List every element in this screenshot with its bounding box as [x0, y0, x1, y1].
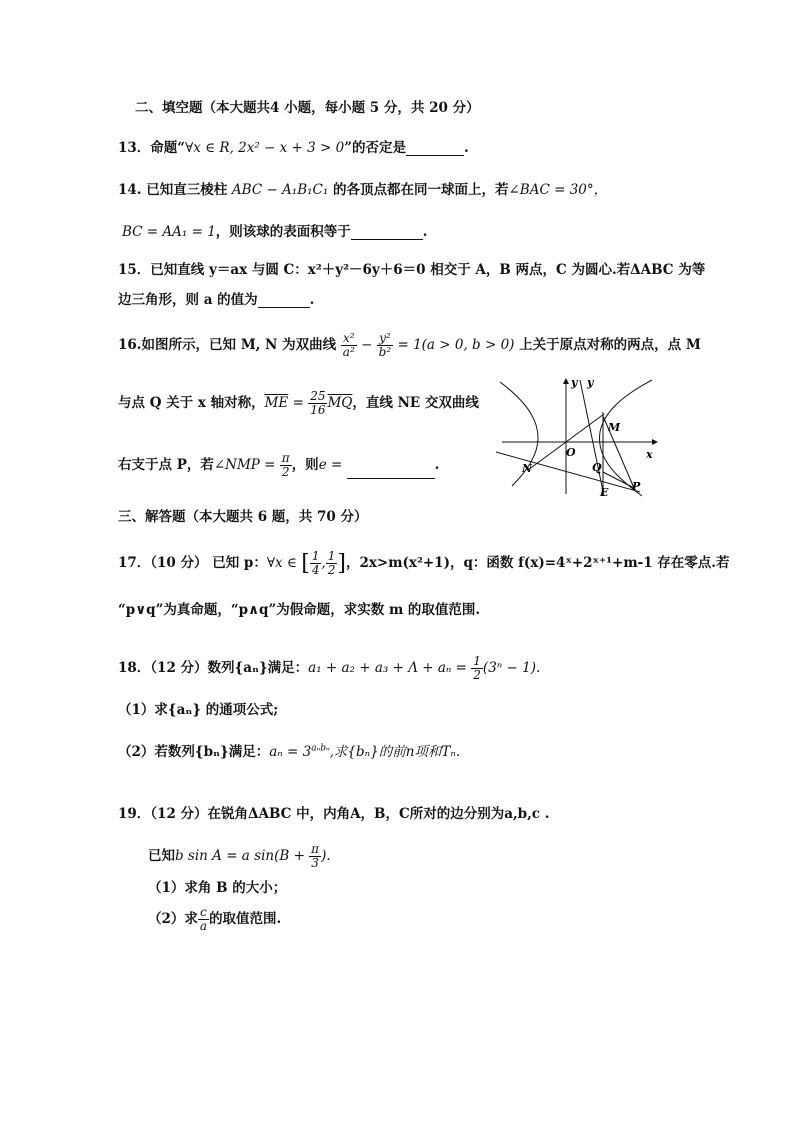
- label-y-1: y: [571, 376, 578, 389]
- q14-answer-blank[interactable]: [351, 225, 423, 240]
- q16-fraction-x: $\frac{\text{x²}}{\text{a²}}$: [342, 331, 355, 359]
- x-axis-arrow: [652, 439, 658, 445]
- q14-number: 14.: [118, 182, 142, 198]
- q15-text-2: 边三角形，则 a 的值为: [118, 292, 258, 308]
- q19-part-2-text-b: 的取值范围.: [209, 911, 282, 927]
- question-19-line-1: [118, 802, 549, 822]
- q19-number: 19．: [118, 806, 151, 822]
- label-x: x: [646, 448, 653, 461]
- label-n: N: [522, 462, 533, 475]
- hyperbola-left-branch: [500, 382, 538, 486]
- q16-minus: −: [356, 337, 377, 353]
- question-19-part-2: [148, 906, 281, 933]
- q18-part-2-exponent: aₙbₙ: [311, 743, 330, 754]
- question-16-line-3: 右支于点 P，若∠NMP = $\frac{\pi}{2}$ ，则e = .: [118, 451, 440, 479]
- q17-text-b: ，2x>m(x²+1)，q：函数 f(x)=4ˣ+2ˣ⁺¹+m-1 存在零点.若: [345, 555, 730, 571]
- q15-number: 15．: [118, 262, 151, 278]
- q16-equals: =: [288, 395, 309, 411]
- hyperbola-right-branch: [600, 380, 652, 496]
- label-q: Q: [592, 461, 602, 474]
- q16-vector-me: $\overline{ME}$: [264, 395, 289, 411]
- hyperbola-figure: [492, 376, 662, 501]
- label-e: E: [600, 486, 609, 499]
- question-19-line-2: [148, 843, 331, 870]
- q14-text-a: 已知直三棱柱: [141, 182, 232, 198]
- q13-post: ”的否定是: [344, 140, 407, 156]
- q18-fraction-half: $\frac{1}{2}$: [473, 654, 481, 682]
- q17-right-bracket: ]: [337, 551, 346, 576]
- q18-part-2-expr: aₙ = 3: [269, 744, 312, 760]
- question-17-line-1: [118, 550, 730, 577]
- question-16-line-2: [118, 390, 479, 417]
- label-o: O: [566, 446, 576, 459]
- q18-part-2-text-b: ,求{bₙ}的前n项和Tₙ.: [329, 744, 461, 760]
- q13-expression: ∀x ∈ R, 2x² − x + 3 > 0: [185, 140, 345, 156]
- q16-equation-rhs: = 1(a > 0, b > 0): [393, 337, 515, 353]
- question-18-part-2: [118, 740, 460, 760]
- q18-part-1-text: （1）求{aₙ} 的通项公式;: [118, 702, 279, 718]
- q17-fraction-quarter: $\frac{1}{4}$: [311, 549, 320, 577]
- q18-sum: a₁ + a₂ + a₃ + Λ + aₙ =: [308, 660, 472, 676]
- q19-fraction-ca: $\frac{c}{a}$: [199, 905, 208, 933]
- q16-angle: ∠NMP =: [213, 457, 280, 473]
- q19-text-a: （12 分）在锐角ΔABC 中，内角A，B，C所对的边分别为a,b,c .: [150, 806, 550, 822]
- label-m: M: [608, 421, 621, 434]
- q14-condition: BC = AA₁ = 1: [122, 224, 216, 240]
- q14-text-b: 的各顶点都在同一球面上，若: [328, 182, 509, 198]
- q15-answer-blank[interactable]: [258, 293, 310, 308]
- q16-fraction-y: $\frac{\text{y²}}{\text{b²}}$: [378, 331, 392, 359]
- q18-number: 18．: [118, 660, 151, 676]
- question-18-part-1: [118, 698, 278, 718]
- q17-left-bracket: [: [301, 551, 310, 576]
- q16-text-c: 与点 Q 关于 x 轴对称，: [118, 395, 265, 411]
- question-16-line-1: [118, 332, 701, 359]
- q19-equation-end: ).: [321, 848, 331, 864]
- q19-fraction-pi: $\frac{\pi}{3}$: [311, 842, 320, 870]
- q16-text-a: 如图所示，已知 M, N 为双曲线: [141, 337, 341, 353]
- q19-equation: b sin A = a sin(B +: [175, 848, 310, 864]
- q19-part-1-text: （1）求角 B 的大小；: [148, 880, 287, 896]
- label-y-2: y: [587, 376, 594, 389]
- label-p: P: [632, 480, 641, 493]
- q17-number: 17．（10 分）: [118, 555, 208, 571]
- q16-text-d: ，直线 NE 交双曲线: [352, 395, 479, 411]
- q16-answer-blank[interactable]: [347, 464, 435, 479]
- q16-vector-mq: $\overline{MQ}$: [327, 395, 353, 411]
- question-14-line-1: [118, 178, 607, 198]
- q16-e: e =: [318, 457, 347, 473]
- question-14-line-2: BC = AA₁ = 1，则该球的表面积等于 .: [122, 224, 428, 240]
- q14-prism: ABC − A₁B₁C₁: [231, 182, 329, 198]
- question-15-line-1: [118, 258, 705, 278]
- q14-angle: ∠BAC = 30°，: [508, 182, 608, 198]
- q13-pre: 命题“: [150, 140, 186, 156]
- q18-text-a: （12 分）数列{aₙ}满足：: [150, 660, 309, 676]
- question-15-line-2: 边三角形，则 a 的值为 .: [118, 292, 315, 308]
- q18-part-2-text-a: （2）若数列{bₙ}满足：: [118, 744, 270, 760]
- q17-text-a: 已知 p：: [207, 555, 267, 571]
- q14-text-c: ，则该球的表面积等于: [215, 224, 351, 240]
- q17-forall: ∀x ∈: [266, 555, 302, 571]
- q19-text-b: 已知: [148, 848, 175, 864]
- q17-comma: ,: [321, 555, 326, 571]
- q16-text-b: 上关于原点对称的两点，点 M: [514, 337, 701, 353]
- section-3-header: 三、解答题（本大题共 6 题，共 70 分）: [118, 509, 368, 525]
- question-13: 13．命题“∀x ∈ R, 2x² − x + 3 > 0”的否定是 .: [118, 140, 469, 156]
- question-19-part-1: [148, 876, 286, 896]
- q17-fraction-half: $\frac{1}{2}$: [327, 549, 336, 577]
- question-17-line-2: [118, 598, 480, 618]
- question-18-line-1: [118, 655, 540, 682]
- section-2-header: 二、填空题（本大题共4 小题，每小题 5 分，共 20 分）: [135, 100, 480, 116]
- q16-text-e: 右支于点 P，若: [118, 457, 214, 473]
- q16-text-f: ，则: [291, 457, 319, 473]
- q16-fraction-k: $\frac{25}{16}$: [310, 389, 326, 417]
- y-axis-arrow: [563, 378, 569, 384]
- q19-part-2-text-a: （2）求: [148, 911, 198, 927]
- q15-text-1: 已知直线 y＝ax 与圆 C：x²＋y²－6y＋6＝0 相交于 A，B 两点，C 为圆心.若ΔABC 为等: [150, 262, 706, 278]
- q13-answer-blank[interactable]: [406, 141, 464, 156]
- q18-tail: (3ⁿ − 1).: [482, 660, 541, 676]
- q16-fraction-pi: $\frac{\pi}{2}$: [281, 451, 290, 479]
- q13-number: 13．: [118, 140, 151, 156]
- q16-number: 16.: [118, 337, 142, 353]
- q17-text-c: “p∨q”为真命题，“p∧q”为假命题，求实数 m 的取值范围.: [118, 602, 481, 618]
